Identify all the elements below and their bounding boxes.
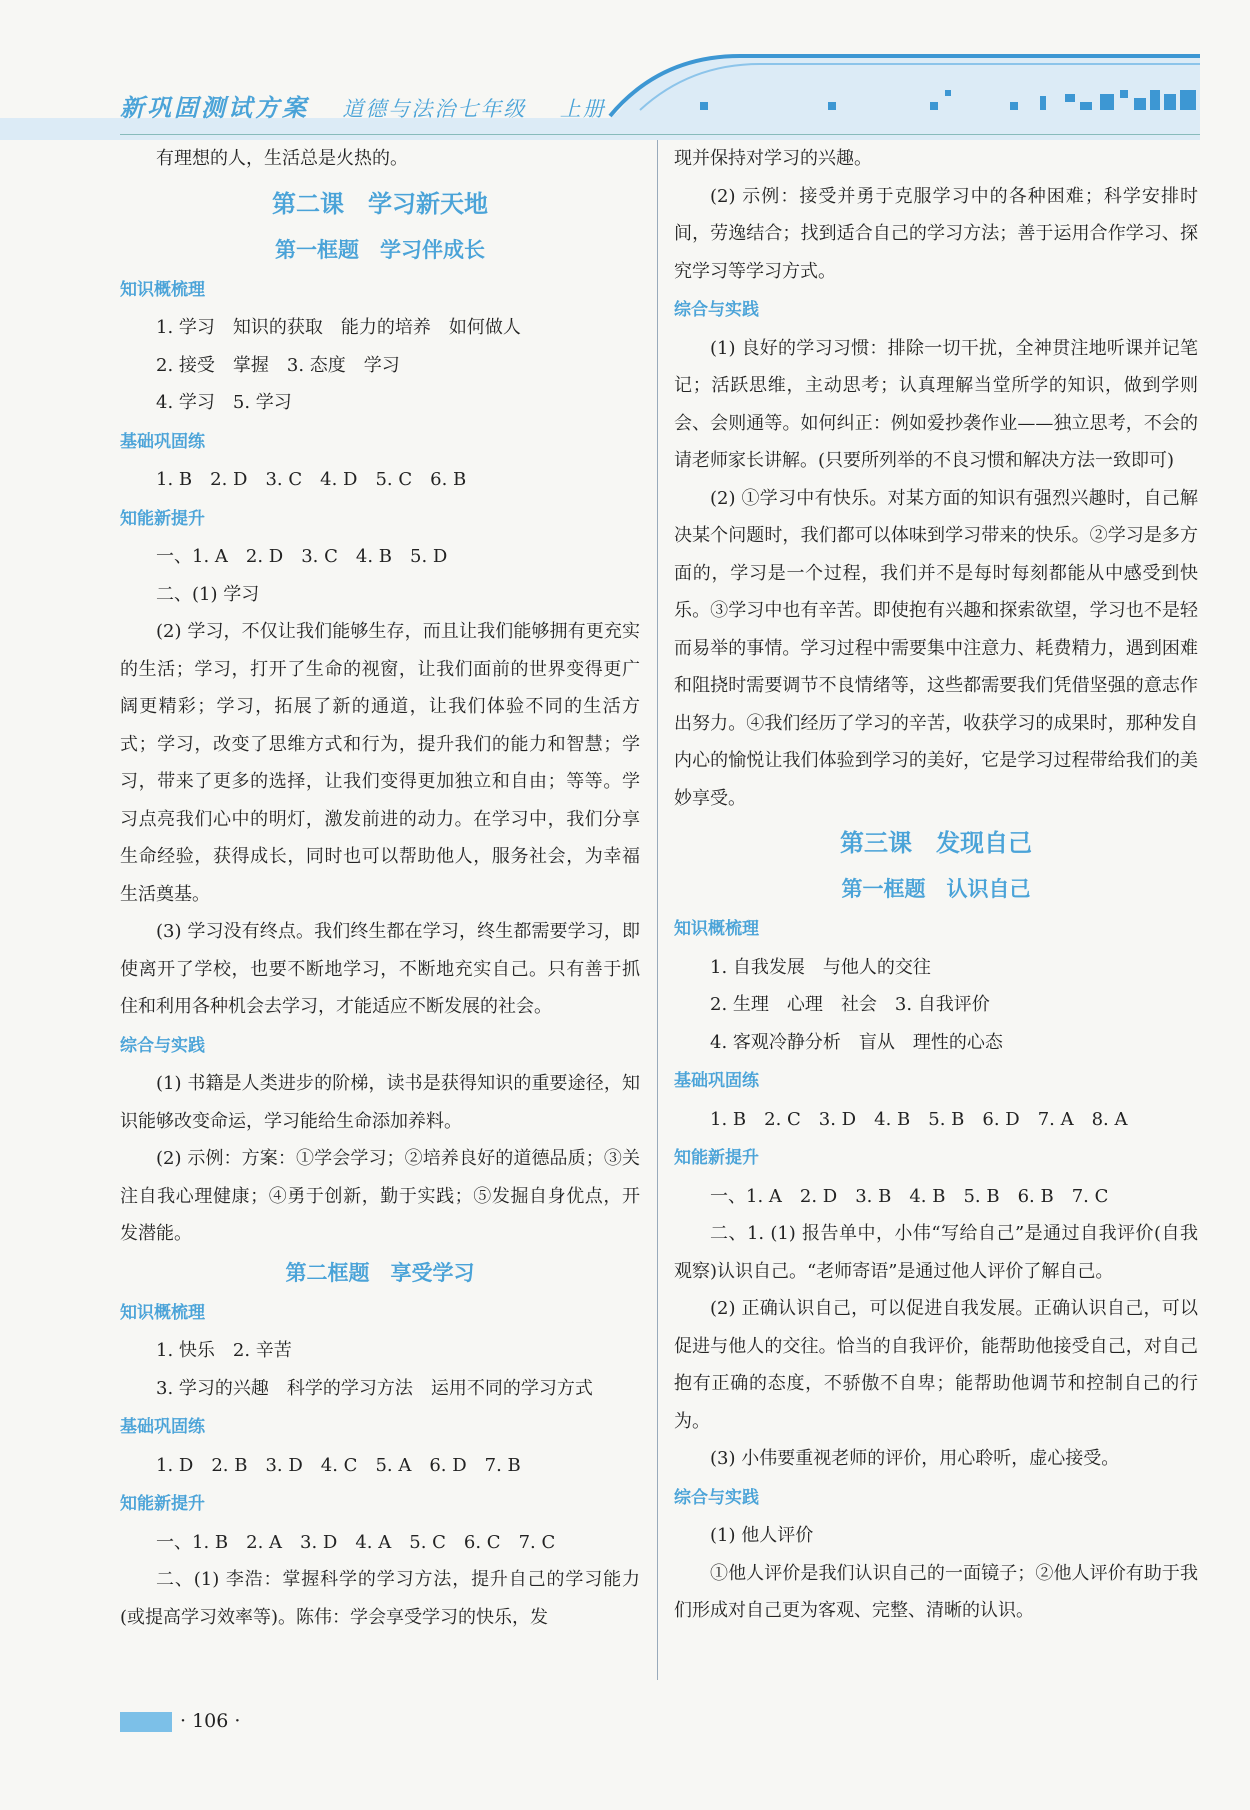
answer-line: 1. 学习 知识的获取 能力的培养 如何做人 bbox=[156, 317, 521, 338]
right-column bbox=[674, 140, 1198, 1630]
answer-paragraph: ①他人评价是我们认识自己的一面镜子；②他人评价有助于我们形成对自己更为客观、完整、清晰的认识。 bbox=[674, 1562, 1198, 1621]
section-heading: 基础巩固练 bbox=[674, 1071, 759, 1091]
intro-line: 有理想的人，生活总是火热的。 bbox=[156, 148, 408, 169]
answer-line: 1. B 2. C 3. D 4. B 5. B 6. D 7. A 8. A bbox=[710, 1108, 1128, 1130]
section-heading: 知能新提升 bbox=[674, 1148, 759, 1168]
topic-title: 第一框题 学习伴成长 bbox=[275, 236, 485, 262]
answer-line: 1. 自我发展 与他人的交往 bbox=[710, 956, 931, 978]
answer-line: 二、(1) 学习 bbox=[156, 583, 260, 605]
answer-paragraph: (2) 正确认识自己，可以促进自我发展。正确认识自己，可以促进与他人的交往。恰当的自我评价，能帮助他接受自己，对自己抱有正确的态度，不骄傲不自卑；能帮助他调节和控制自己的行为。 bbox=[674, 1298, 1198, 1432]
answer-line: 3. 学习的兴趣 科学的学习方法 运用不同的学习方式 bbox=[156, 1377, 593, 1399]
answer-line: 2. 生理 心理 社会 3. 自我评价 bbox=[710, 994, 990, 1015]
section-heading: 综合与实践 bbox=[674, 1487, 759, 1508]
section-heading: 知识概梳理 bbox=[674, 919, 759, 939]
section-heading: 综合与实践 bbox=[120, 1035, 205, 1056]
series-name: 新巩固测试方案 bbox=[120, 94, 309, 122]
answer-line: 一、1. A 2. D 3. C 4. B 5. D bbox=[156, 546, 448, 567]
section-heading: 知识概梳理 bbox=[120, 1302, 205, 1323]
section-heading: 综合与实践 bbox=[674, 300, 759, 320]
topic-title: 第二框题 享受学习 bbox=[285, 1259, 475, 1285]
topic-title: 第一框题 认识自己 bbox=[841, 876, 1031, 901]
column-divider bbox=[657, 140, 658, 1680]
answer-paragraph: 二、(1) 李浩：掌握科学的学习方法，提升自己的学习能力(或提高学习效率等)。陈伟：学会享受学习的快乐，发 bbox=[120, 1569, 640, 1628]
answer-paragraph: (2) 示例：接受并勇于克服学习中的各种困难；科学安排时间，劳逸结合；找到适合自己的学习方法；善于运用合作学习、探究学习等学习方式。 bbox=[674, 185, 1198, 282]
section-heading: 知识概梳理 bbox=[120, 279, 205, 300]
answer-line: 一、1. A 2. D 3. B 4. B 5. B 6. B 7. C bbox=[710, 1185, 1109, 1207]
answer-line: 1. 快乐 2. 辛苦 bbox=[156, 1340, 292, 1361]
section-heading: 基础巩固练 bbox=[120, 431, 205, 452]
section-heading: 知能新提升 bbox=[120, 1494, 205, 1514]
answer-line: (1) 他人评价 bbox=[710, 1525, 814, 1546]
answer-paragraph: (2) ①学习中有快乐。对某方面的知识有强烈兴趣时，自己解决某个问题时，我们都可以体味到学习带来的快乐。②学习是多方面的，学习是一个过程，我们并不是每时每刻都能从中感受到快乐。③学习中也有辛苦。即使抱有兴趣和探索欲望，学习也不是轻而易举的事情。学习过程中需要集中注意力、耗费精力，遇到困难和阻挠时需要调节不良情绪等，这些都需要我们凭借坚强的意志作出努力。④我们经历了学习的辛苦，收获学习的成果时，那种发自内心的愉悦让我们体验到学习的美好，它是学习过程带给我们的美妙享受。 bbox=[674, 487, 1198, 809]
header-title bbox=[120, 88, 628, 123]
answer-paragraph: (3) 小伟要重视老师的评价，用心聆听，虚心接受。 bbox=[710, 1448, 1120, 1469]
lesson-title: 第三课 发现自己 bbox=[840, 828, 1032, 857]
subject-name: 道德与法治七年级 bbox=[342, 97, 527, 121]
answer-paragraph: (1) 良好的学习习惯：排除一切干扰，全神贯注地听课并记笔记；活跃思维，主动思考；认真理解当堂所学的知识，做到学则会、会则通等。如何纠正：例如爱抄袭作业——独立思考，不会的请老师家长讲解。(只要所列举的不良习惯和解决方法一致即可) bbox=[674, 337, 1198, 471]
left-column bbox=[120, 140, 640, 1636]
section-heading: 基础巩固练 bbox=[120, 1417, 205, 1437]
answer-paragraph: (3) 学习没有终点。我们终生都在学习，终生都需要学习，即使离开了学校，也要不断地学习，不断地充实自己。只有善于抓住和利用各种机会去学习，才能适应不断发展的社会。 bbox=[120, 921, 640, 1017]
answer-paragraph: (2) 学习，不仅让我们能够生存，而且让我们能够拥有更充实的生活；学习，打开了生命的视窗，让我们面前的世界变得更广阔更精彩；学习，拓展了新的通道，让我们体验不同的生活方式；学习，改变了思维方式和行为，提升我们的能力和智慧；学习，带来了更多的选择，让我们变得更加独立和自由；等等。学习点亮我们心中的明灯，激发前进的动力。在学习中，我们分享生命经验，获得成长，同时也可以帮助他人，服务社会，为幸福生活奠基。 bbox=[120, 621, 640, 905]
answer-line: 4. 客观冷静分析 盲从 理性的心态 bbox=[710, 1031, 1003, 1053]
answer-paragraph: (1) 书籍是人类进步的阶梯，读书是获得知识的重要途径，知识能够改变命运，学习能给生命添加养料。 bbox=[120, 1073, 640, 1132]
answer-paragraph: 二、1. (1) 报告单中，小伟“写给自己”是通过自我评价(自我观察)认识自己。“老师寄语”是通过他人评价了解自己。 bbox=[674, 1223, 1198, 1282]
answer-paragraph: 现并保持对学习的兴趣。 bbox=[674, 148, 872, 169]
volume-name: 上册 bbox=[559, 97, 606, 121]
answer-line: 1. B 2. D 3. C 4. D 5. C 6. B bbox=[156, 469, 467, 490]
section-heading: 知能新提升 bbox=[120, 508, 205, 529]
answer-line: 2. 接受 掌握 3. 态度 学习 bbox=[156, 354, 400, 376]
page-header bbox=[0, 50, 1250, 140]
page-number bbox=[120, 1710, 240, 1732]
answer-paragraph: (2) 示例：方案：①学会学习；②培养良好的道德品质；③关注自我心理健康；④勇于创新，勤于实践；⑤发掘自身优点，开发潜能。 bbox=[120, 1148, 640, 1244]
page-number-tab bbox=[120, 1712, 172, 1732]
answer-line: 一、1. B 2. A 3. D 4. A 5. C 6. C 7. C bbox=[156, 1531, 556, 1553]
page-number-text: · 106 · bbox=[180, 1710, 241, 1732]
answer-line: 1. D 2. B 3. D 4. C 5. A 6. D 7. B bbox=[156, 1454, 521, 1476]
answer-line: 4. 学习 5. 学习 bbox=[156, 392, 292, 413]
lesson-title: 第二课 学习新天地 bbox=[272, 188, 488, 218]
